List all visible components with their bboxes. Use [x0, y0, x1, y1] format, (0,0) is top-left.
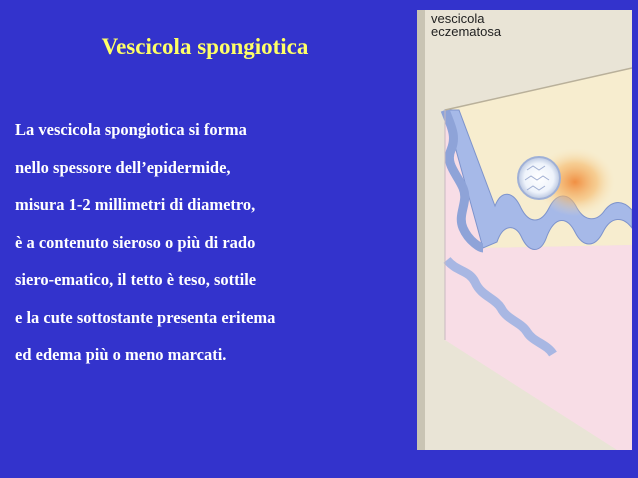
- slide-title: Vescicola spongiotica: [101, 34, 309, 59]
- slide-body: [15, 118, 405, 381]
- body-line: La vescicola spongiotica si forma: [15, 120, 247, 139]
- body-line: misura 1-2 millimetri di diametro,: [15, 195, 256, 214]
- body-line: è a contenuto sieroso o più di rado: [15, 232, 256, 252]
- skin-illustration: [417, 10, 632, 450]
- skin-cross-section-diagram: [417, 10, 632, 450]
- illustration-label: [431, 12, 501, 38]
- label-line-2: eczematosa: [431, 24, 502, 39]
- body-line: nello spessore dell’epidermide,: [15, 157, 231, 177]
- body-line: ed edema più o meno marcati.: [15, 345, 227, 364]
- label-line-1: vescicola: [431, 11, 485, 26]
- body-line: e la cute sottostante presenta eritema: [15, 307, 276, 327]
- vesicle: [518, 157, 560, 199]
- body-line: siero-ematico, il tetto è teso, sottile: [15, 270, 257, 289]
